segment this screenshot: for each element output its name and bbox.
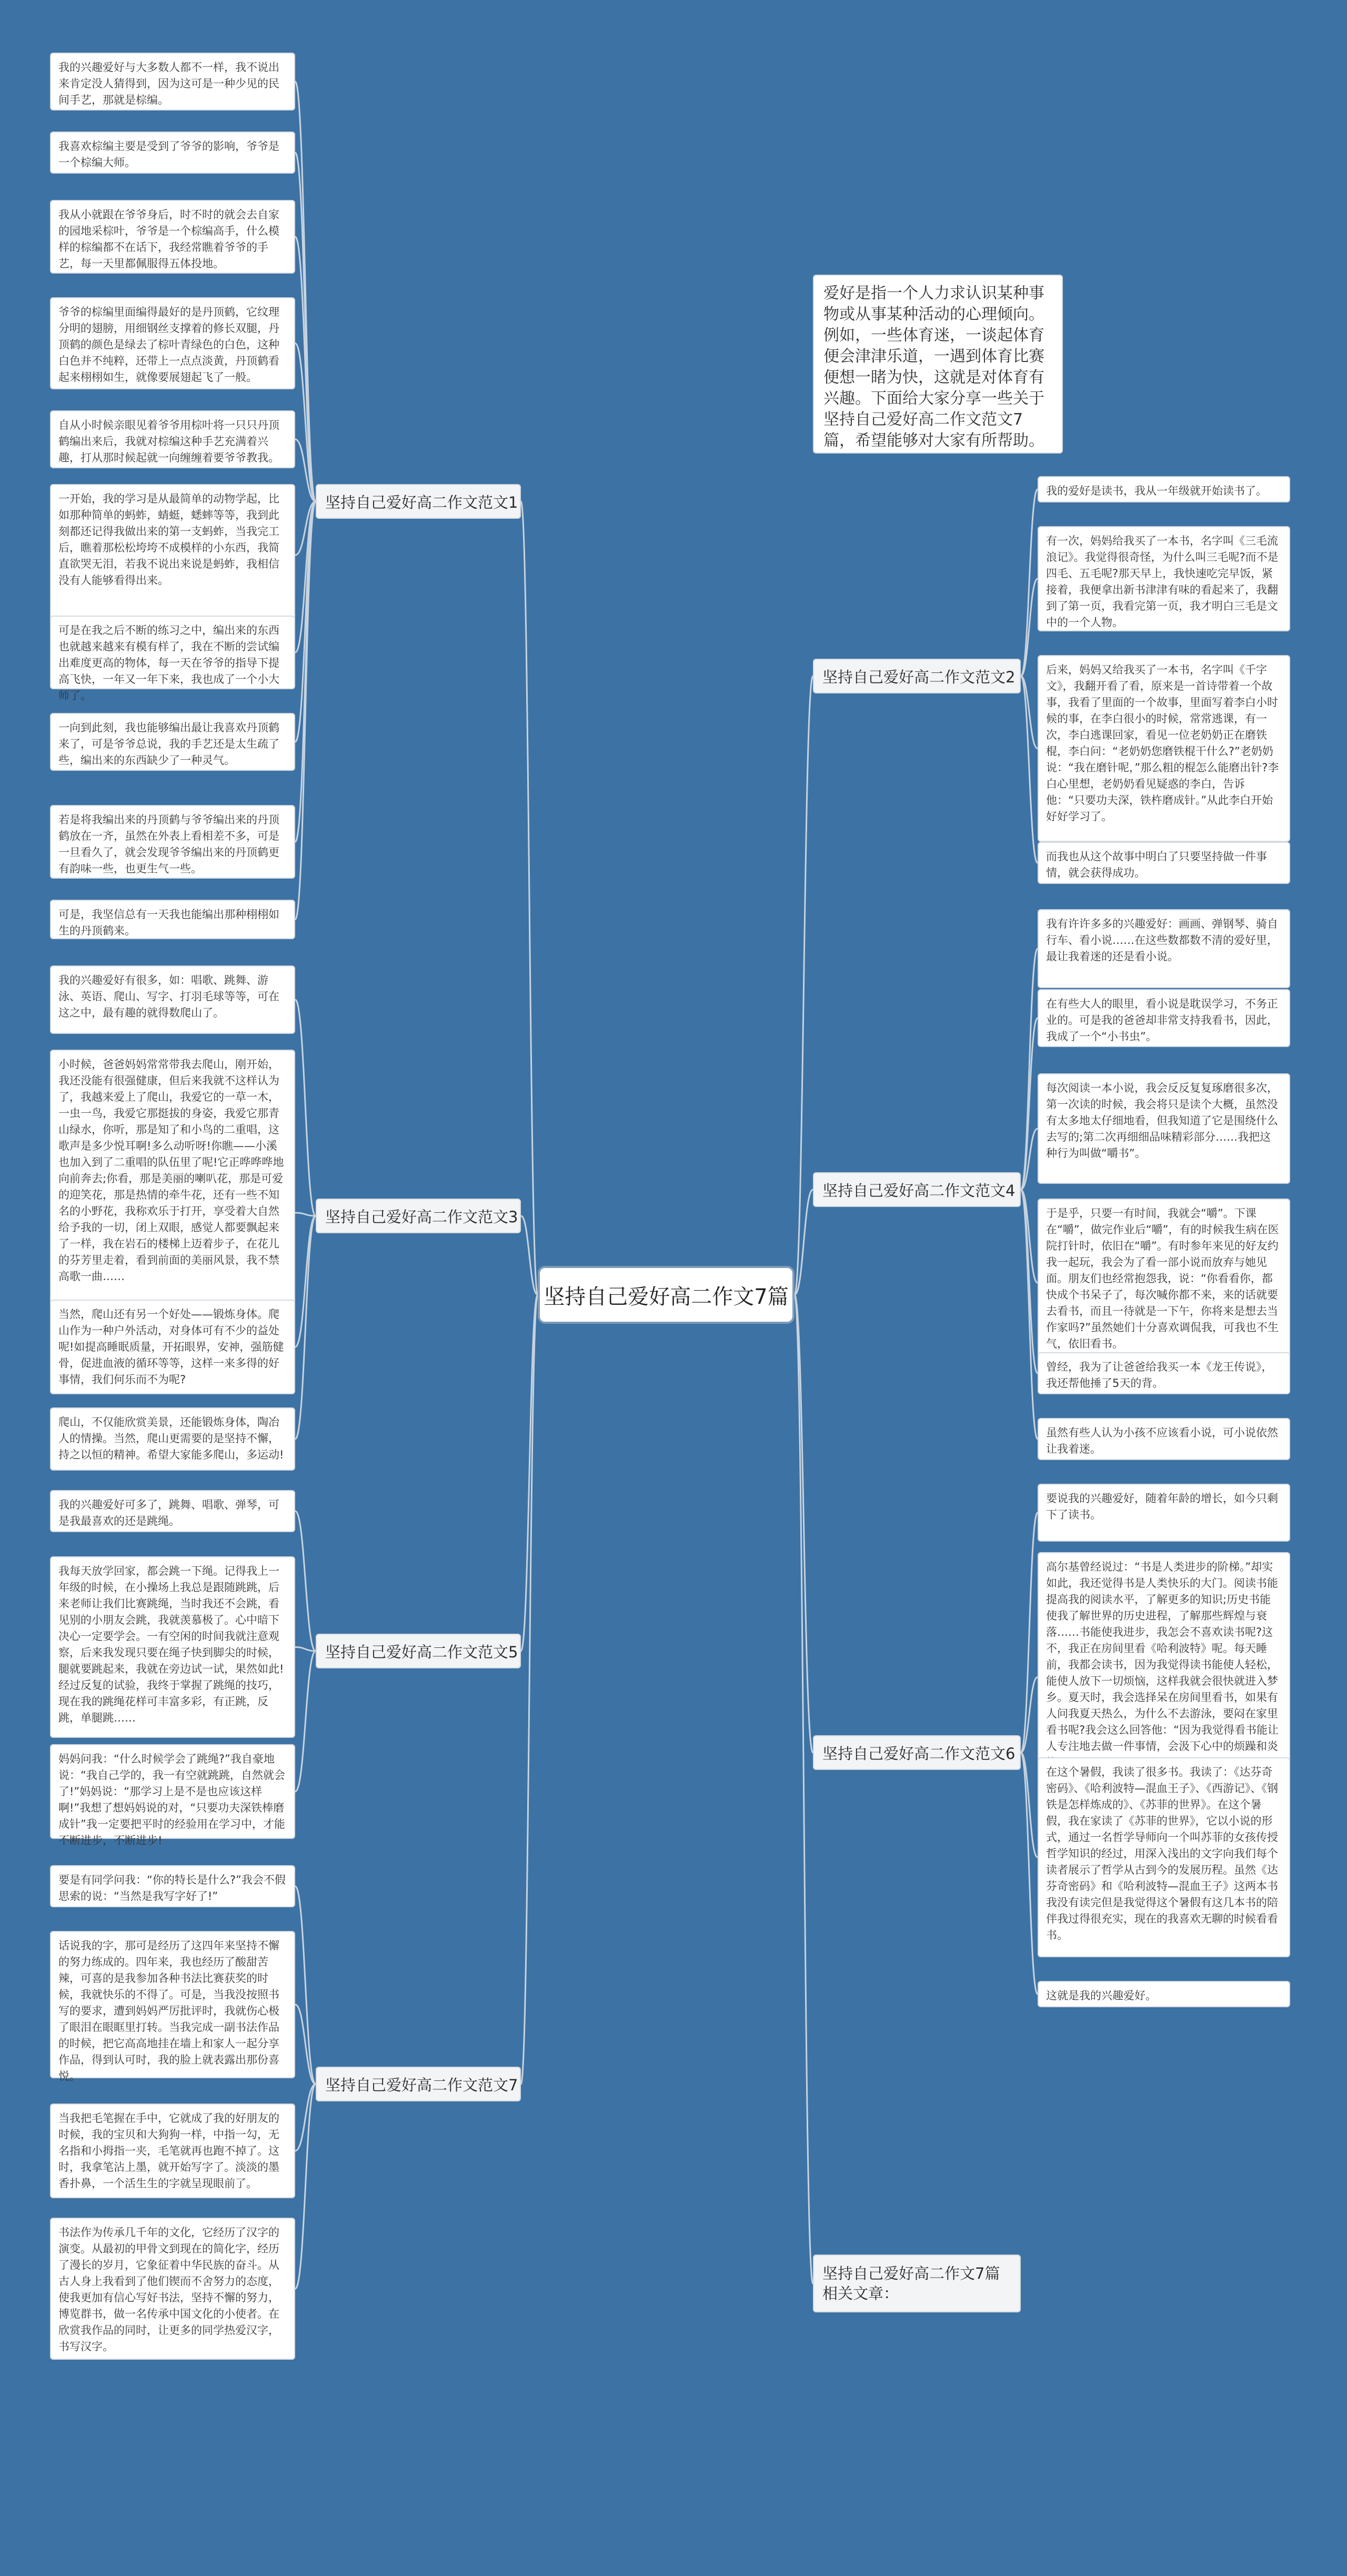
central-topic[interactable]: 坚持自己爱好高二作文7篇 (538, 1266, 795, 1324)
leaf-text: 我的兴趣爱好可多了，跳舞、唱歌、弹琴，可是我最喜欢的还是跳绳。 (50, 1490, 295, 1532)
leaf-text: 在有些大人的眼里，看小说是耽误学习，不务正业的。可是我的爸爸却非常支持我看书，因此，我成了一个“小书虫”。 (1038, 989, 1290, 1047)
branch-left-2[interactable]: 坚持自己爱好高二作文范文3 (316, 1199, 521, 1233)
leaf-text: 我有许许多多的兴趣爱好：画画、弹钢琴、骑自行车、看小说……在这些数都数不清的爱好里，最让我着迷的还是看小说。 (1038, 909, 1290, 988)
leaf-text: 而我也从这个故事中明白了只要坚持做一件事情，就会获得成功。 (1038, 842, 1290, 884)
branch-right-1[interactable]: 坚持自己爱好高二作文范文2 (813, 659, 1021, 693)
leaf-text: 可是，我坚信总有一天我也能编出那种栩栩如生的丹顶鹤来。 (50, 900, 295, 939)
leaf-text: 高尔基曾经说过：“书是人类进步的阶梯。”却实如此，我还觉得书是人类快乐的大门。阅读书能提高我的阅读水平，了解更多的知识;历史书能使我了解世界的历史进程，了解那些辉煌与衰落……书能使我进步，我怎会不喜欢读书呢?这不，我正在房间里看《哈利波特》呢。每天睡前，我都会读书，因为我觉得读书能使人轻松，能使人放下一切烦恼，这样我就会很快就进入梦乡。夏天时，我会选择呆在房间里看书，如果有人问我夏天热么，为什么不去游泳，要闷在家里看书呢?我会这么回答他：“因为我觉得看书能让人专注地去做一件事情，会汲下心中的烦躁和炎 (1038, 1552, 1290, 1802)
leaf-text: 当然，爬山还有另一个好处——锻炼身体。爬山作为一种户外活动，对身体可有不少的益处呢!如提高睡眠质量，开拓眼界，安神，强筋健骨，促进血液的循环等等，这样一来多得的好事情，我们何乐而不为呢? (50, 1300, 295, 1394)
leaf-text: 有一次，妈妈给我买了一本书，名字叫《三毛流浪记》。我觉得很奇怪，为什么叫三毛呢?而不是四毛、五毛呢?那天早上，我快速吃完早饭，紧接着，我便拿出新书津津有味的看起来了，我翻到了第一页，我看完第一页，我才明白三毛是文中的一个人物。 (1038, 526, 1290, 631)
link-branch-leaf (295, 1213, 316, 1216)
leaf-text: 若是将我编出来的丹顶鹤与爷爷编出来的丹顶鹤放在一齐，虽然在外表上看相差不多，可是一旦看久了，就会发现爷爷编出来的丹顶鹤更有韵味一些，也更生气一些。 (50, 805, 295, 879)
leaf-text: 我喜欢棕编主要是受到了爷爷的影响，爷爷是一个棕编大师。 (50, 132, 295, 174)
leaf-text: 自从小时候亲眼见着爷爷用棕叶将一只只丹顶鹤编出来后，我就对棕编这种手艺充满着兴趣，打从那时候起就一向缠缠着要爷爷教我。 (50, 410, 295, 468)
leaf-text: 我的兴趣爱好有很多，如：唱歌、跳舞、游泳、英语、爬山、写字、打羽毛球等等，可在这之中，最有趣的就得数爬山了。 (50, 965, 295, 1034)
branch-right-4[interactable]: 坚持自己爱好高二作文7篇相关文章： (813, 2255, 1021, 2312)
link-branch-leaf (295, 1216, 316, 1439)
leaf-text: 爬山，不仅能欣赏美景，还能锻炼身体，陶冶人的情操。当然，爬山更需要的是坚持不懈，持之以恒的精神。希望大家能多爬山，多运动! (50, 1407, 295, 1471)
branch-right-3[interactable]: 坚持自己爱好高二作文范文6 (813, 1735, 1021, 1770)
link-branch-leaf (1021, 676, 1038, 863)
leaf-text: 每次阅读一本小说，我会反反复复琢磨很多次，第一次读的时候，我会将只是读个大概，虽然没有太多地太仔细地看，但我知道了它是围绕什么去写的;第二次再细细品味精彩部分……我把这种行为叫做“嚼书”。 (1038, 1073, 1290, 1184)
leaf-text: 虽然有些人认为小孩不应该看小说，可小说依然让我着迷。 (1038, 1418, 1290, 1460)
leaf-text: 爷爷的棕编里面编得最好的是丹顶鹤，它纹理分明的翅膀，用细钢丝支撑着的修长双腿，丹顶鹤的颜色是绿去了棕叶青绿色的白色，这种白色并不纯粹，还带上一点点淡黄，丹顶鹤看起来栩栩如生，就像要展翅起飞了一般。 (50, 297, 295, 389)
link-center-left-4 (521, 1295, 538, 2084)
link-branch-leaf (295, 153, 316, 501)
link-branch-leaf (295, 1000, 316, 1216)
leaf-text: 我每天放学回家，都会跳一下绳。记得我上一年级的时候，在小操场上我总是跟随跳跳，后来老师让我们比赛跳绳，当时我还不会跳，看见别的小朋友会跳，我就羡慕极了。心中暗下决心一定要学会。一有空闲的时间我就注意观察，后来我发现只要在绳子快到脚尖的时候，腿就要跳起来，我就在旁边试一试，果然如此!经过反复的试验，我终于掌握了跳绳的技巧，现在我的跳绳花样可丰富多彩，有正跳，反跳，单腿跳…… (50, 1556, 295, 1738)
intro-text: 爱好是指一个人力求认识某种事物或从事某种活动的心理倾向。例如，一些体育迷，一谈起体育便会津津乐道，一遇到体育比赛便想一睹为快，这就是对体育有兴趣。下面给大家分享一些关于坚持自己爱好高二作文范文7篇，希望能够对大家有所帮助。 (813, 275, 1063, 454)
link-branch-leaf (1021, 1190, 1038, 1373)
leaf-text: 当我把毛笔握在手中，它就成了我的好朋友的时候，我的宝贝和大狗狗一样，中指一勾，无名指和小拇指一夹，毛笔就再也跑不掉了。这时，我拿笔沾上墨，就开始写字了。淡淡的墨香扑鼻，一个活生生的字就呈现眼前了。 (50, 2104, 295, 2198)
leaf-text: 我从小就跟在爷爷身后，时不时的就会去自家的园地采棕叶，爷爷是一个棕编高手，什么模样的棕编都不在话下，我经常瞧着爷爷的手艺，每一天里都佩服得五体投地。 (50, 200, 295, 274)
leaf-text: 在这个暑假，我读了很多书。我读了：《达芬奇密码》、《哈利波特—混血王子》、《西游记》、《钢铁是怎样炼成的》、《苏菲的世界》。在这个暑假，我在家读了《苏菲的世界》，它以小说的形式，通过一名哲学导师向一个叫苏菲的女孩传授哲学知识的经过，用深入浅出的文字向我们每个读者展示了哲学从古到今的发展历程。虽然《达芬奇密码》和《哈利波特—混血王子》这两本书我没有读完但是我觉得这个暑假有这几本书的陪伴我过得很充实，现在的我喜欢无聊的时候看看书。 (1038, 1757, 1290, 1957)
link-branch-leaf (295, 82, 316, 501)
link-branch-leaf (1021, 1753, 1038, 1857)
link-branch-leaf (295, 1651, 316, 1792)
link-branch-leaf (295, 1511, 316, 1651)
leaf-text: 曾经，我为了让爸爸给我买一本《龙王传说》，我还帮他捶了5天的背。 (1038, 1352, 1290, 1394)
link-center-left-3 (521, 1295, 538, 1651)
link-branch-leaf (295, 1886, 316, 2084)
leaf-text: 于是乎，只要一有时间，我就会“嚼”。下课在“嚼”，做完作业后“嚼”，有的时候我生病在医院打针时，依旧在“嚼”。有时参年来见的好友约我一起玩，我会为了看一部小说而放弃与她见面。朋友们也经常抱怨我，说：“你看看你，都快成个书呆子了，每次喊你都不来，来的话就要去看书，而且一待就是一下午，你将来是想去当作家吗?”虽然她们十分喜欢调侃我，可我也不生气，依旧看书。 (1038, 1199, 1290, 1367)
leaf-text: 书法作为传承几千年的文化，它经历了汉字的演变。从最初的甲骨文到现在的简化字，经历了漫长的岁月，它象征着中华民族的奋斗。从古人身上我看到了他们锲而不舍努力的态度，使我更加有信心写好书法，坚持不懈的努力，博览群书，做一名传承中国文化的小使者。在欣赏我作品的同时，让更多的同学热爱汉字，书写汉字。 (50, 2218, 295, 2360)
link-branch-leaf (295, 501, 316, 920)
link-center-right-3 (795, 1295, 813, 1753)
branch-left-1[interactable]: 坚持自己爱好高二作文范文1 (316, 484, 521, 519)
leaf-text: 后来，妈妈又给我买了一本书，名字叫《千字文》，我翻开看了看，原来是一首诗带着一个故事，我看了里面的一个故事，里面写着李白小时候的事，在李白很小的时候，常常逃课，有一次，李白逃课回家，看见一位老奶奶正在磨铁棍，李白问：“老奶奶您磨铁棍干什么?”老奶奶说：“我在磨针呢，”那么粗的棍怎么能磨出针?李白心里想，老奶奶看见疑惑的李白，告诉他：“只要功夫深，铁杵磨成针。”从此李白开始好好学习了。 (1038, 655, 1290, 842)
leaf-text: 我的兴趣爱好与大多数人都不一样，我不说出来肯定没人猜得到，因为这可是一种少见的民间手艺，那就是棕编。 (50, 53, 295, 110)
leaf-text: 要说我的兴趣爱好，随着年龄的增长，如今只剩下了读书。 (1038, 1484, 1290, 1542)
link-center-right-1 (795, 676, 813, 1295)
leaf-text: 话说我的字，那可是经历了这四年来坚持不懈的努力练成的。四年来，我也经历了酸甜苦辣，可喜的是我参加各种书法比赛获奖的时候，我就快乐的不得了。可是，当我没按照书写的要求，遭到妈妈严厉批评时，我就伤心极了眼泪在眼眶里打转。当我完成一副书法作品的时候，把它高高地挂在墙上和家人一起分享作品，得到认可时，我的脸上就表露出那份喜悦。 (50, 1931, 295, 2078)
branch-left-4[interactable]: 坚持自己爱好高二作文范文7 (316, 2067, 521, 2101)
link-branch-leaf (1021, 1753, 1038, 1994)
leaf-text: 这就是我的兴趣爱好。 (1038, 1981, 1290, 2007)
link-branch-leaf (295, 2005, 316, 2084)
branch-right-2[interactable]: 坚持自己爱好高二作文范文4 (813, 1172, 1021, 1207)
branch-left-3[interactable]: 坚持自己爱好高二作文范文5 (316, 1634, 521, 1668)
leaf-text: 一开始，我的学习是从最简单的动物学起，比如那种简单的蚂蚱，蜻蜓，蟋蟀等等，我到此刻都还记得我做出来的第一支蚂蚱，当我完工后，瞧着那松松垮垮不成模样的小东西，我简直欲哭无泪，若我不说出来说是蚂蚱，我相信没有人能够看得出来。 (50, 484, 295, 626)
leaf-text: 我的爱好是读书，我从一年级就开始读书了。 (1038, 476, 1290, 502)
leaf-text: 妈妈问我：“什么时候学会了跳绳?”我自豪地说：“我自己学的，我一有空就跳跳，自然就会了!”妈妈说：“那学习上是不是也应该这样啊!”我想了想妈妈说的对，“只要功夫深铁棒磨成针”我一定要把平时的经验用在学习中，才能不断进步，不断进步! (50, 1744, 295, 1839)
leaf-text: 一向到此刻，我也能够编出最让我喜欢丹顶鹤来了，可是爷爷总说，我的手艺还是太生疏了些，编出来的东西缺少了一种灵气。 (50, 713, 295, 771)
link-center-left-1 (521, 501, 538, 1295)
leaf-text: 小时候，爸爸妈妈常常带我去爬山，刚开始，我还没能有很强健康，但后来我就不这样认为了，我越来爱上了爬山，我爱它的一草一木，一虫一鸟，我爱它那挺拔的身姿，我爱它那青山绿水，你听，那是知了和小鸟的二重唱，这歌声是多少悦耳啊!多么动听呀!你瞧——小溪也加入到了二重唱的队伍里了呢!它正哗哗哗地向前奔去;你看，那是美丽的喇叭花，那是可爱的迎笑花，那是热情的牵牛花，还有一些不知名的小野花，我称欢乐于打开，享受着大自然给予我的一切，闭上双眼，感觉人都要飘起来了一样，我在岩石的楼梯上迈着步子，在花儿的芬芳里走着，看到前面的美丽风景，我不禁高歌一曲…… (50, 1050, 295, 1376)
leaf-text: 要是有同学问我：“你的特长是什么?”我会不假思索的说：“当然是我写字好了!” (50, 1865, 295, 1907)
leaf-text: 可是在我之后不断的练习之中，编出来的东西也就越来越来有模有样了，我在不断的尝试编出难度更高的物体，每一天在爷爷的指导下提高飞快，一年又一年下来，我也成了一个小大师了。 (50, 616, 295, 689)
link-branch-leaf (1021, 1190, 1038, 1439)
link-center-right-4 (795, 1295, 813, 2283)
